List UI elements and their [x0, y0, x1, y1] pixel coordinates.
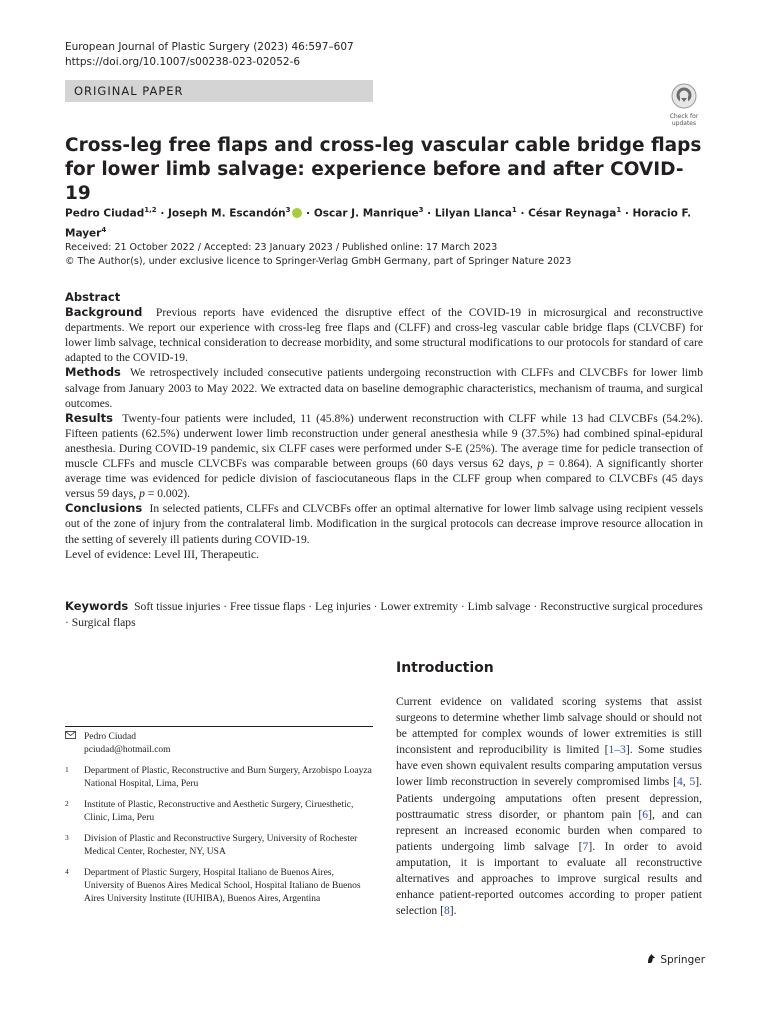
keywords-label: Keywords: [65, 599, 129, 613]
author-name[interactable]: Horacio F. Mayer: [65, 207, 692, 239]
abstract-heading: Abstract: [65, 290, 121, 304]
author-affiliation: 4: [101, 225, 107, 234]
copyright-line: © The Author(s), under exclusive licence to Springer-Verlag GmbH Germany, part of Springer Nature 2023: [65, 256, 572, 267]
author-name[interactable]: César Reynaga: [528, 207, 617, 220]
affiliation-text: Department of Plastic Surgery, Hospital Italiano de Buenos Aires, University of Buenos Aires Medical School, Hospital Italiano de Buenos Aires University Institute (IUHIBA), Buenos Aires, Argentina: [84, 868, 361, 904]
article-title: Cross-leg free flaps and cross-leg vascular cable bridge flaps for lower limb salvage: experience before and after COVID-19: [65, 135, 702, 204]
orcid-icon[interactable]: [292, 208, 302, 218]
corresponding-email[interactable]: pciudad@hotmail.com: [84, 745, 171, 755]
publisher-name: Springer: [660, 954, 706, 966]
level-of-evidence: Level of evidence: Level III, Therapeutic.: [65, 547, 259, 561]
reference-link[interactable]: 6: [642, 807, 649, 821]
results-label: Results: [65, 410, 113, 425]
reference-link[interactable]: 8: [443, 904, 450, 918]
section-label: ORIGINAL PAPER: [65, 80, 373, 102]
reference-link[interactable]: 4: [676, 775, 683, 789]
conclusions-label: Conclusions: [65, 501, 143, 516]
keywords-text: Soft tissue injuries · Free tissue flaps · Leg injuries · Lower extremity · Limb salvage · Reconstructive surgical procedures · Surgical flaps: [65, 600, 703, 629]
envelope-icon: [65, 731, 84, 757]
affiliation-number: 2: [65, 799, 69, 808]
affiliation-text: Institute of Plastic, Reconstructive and Aesthetic Surgery, Ciruesthetic, Clinic, Lima, Peru: [84, 800, 354, 823]
footnote-divider: [65, 726, 373, 727]
methods-label: Methods: [65, 365, 121, 380]
badge-line1: Check for: [669, 113, 699, 120]
author-name[interactable]: Joseph M. Escandón: [168, 207, 286, 220]
doi-link[interactable]: https://doi.org/10.1007/s00238-023-02052-6: [65, 56, 301, 68]
author-affiliation: 1: [511, 206, 517, 214]
conclusions-text: In selected patients, CLFFs and CLVCBFs offer an optimal alternative for lower limb salvage using recipient vessels out of the zone of injury from the contralateral limb. Modification in the surgical protocols can decrease improve resource allocation in the setting of severely ill patients during COVID-19.: [65, 502, 704, 546]
springer-horse-icon: [646, 953, 657, 964]
intro-span: ], and can represent an increased economic burden when compared to patients undergoing limb salvage [: [396, 807, 702, 853]
publisher-mark: [646, 953, 705, 966]
affiliation-number: 3: [65, 833, 69, 842]
p-value-symbol: p: [537, 457, 544, 471]
journal-header: [65, 40, 354, 70]
background-text: Previous reports have evidenced the disruptive effect of the COVID-19 in microsurgical and reconstructive departments. We report our experience with cross-leg free flaps and (CLFF) and cross-leg vascular cable bridge flaps (CLVCBF) for lower limb salvage, technical consideration to decrease morbidity, and some structural modifications to our protocols for standard of care adapted to the COVID-19.: [65, 306, 704, 365]
background-label: Background: [65, 305, 143, 320]
affiliation-item: [65, 799, 373, 825]
correspondence: [65, 731, 373, 757]
reference-link[interactable]: 7: [582, 839, 589, 853]
affiliation-text: Department of Plastic, Reconstructive and Burn Surgery, Arzobispo Loayza National Hospital, Lima, Peru: [84, 766, 372, 789]
received-accepted-published: Received: 21 October 2022 / Accepted: 23 January 2023 / Published online: 17 March 2023: [65, 242, 498, 253]
affiliation-item: [65, 867, 373, 906]
abstract-background: [65, 305, 703, 365]
intro-span: ]. In order to avoid amputation, it is important to evaluate all reconstructive alternatives and approaches to improve surgical results and enhance patient-reported outcomes according to proper patient selection [: [396, 839, 702, 918]
reference-link[interactable]: 1–3: [608, 743, 626, 757]
results-text: = 0.864). A significantly shorter average time was evidenced for pedicle division of fasciocutaneous flaps in the CLFF group when compared to CLVCBFs (45 days versus 59 days,: [65, 457, 703, 501]
affiliation-number: 4: [65, 867, 69, 876]
author-affiliation: 1,2: [144, 206, 157, 214]
abstract-conclusions: [65, 501, 703, 546]
author-name[interactable]: Pedro Ciudad: [65, 207, 145, 220]
affiliation-number: 1: [65, 765, 69, 774]
methods-text: We retrospectively included consecutive patients undergoing reconstruction with CLFFs and CLVCBFs for lower limb salvage from January 2003 to May 2022. We extracted data on baseline demographic characteristics, mechanism of trauma, and surgical outcomes.: [65, 366, 703, 410]
check-for-updates-badge[interactable]: [664, 83, 704, 127]
p-value-symbol: p: [139, 487, 145, 501]
author-name[interactable]: Lilyan Llanca: [434, 207, 512, 220]
author-affiliation: 3: [285, 206, 291, 214]
abstract-results: [65, 411, 703, 502]
corresponding-author: Pedro Ciudad: [84, 732, 136, 742]
results-text: = 0.002).: [144, 487, 191, 501]
intro-span: ,: [682, 775, 690, 789]
abstract-methods: [65, 365, 703, 410]
author-affiliation: 1: [616, 206, 622, 214]
journal-citation: European Journal of Plastic Surgery (2023) 46:597–607: [65, 41, 354, 53]
author-name[interactable]: Oscar J. Manrique: [313, 207, 419, 220]
footnotes: [65, 731, 373, 914]
badge-line2: updates: [671, 120, 697, 127]
affiliation-item: [65, 833, 373, 859]
abstract: [65, 290, 703, 562]
introduction-heading: Introduction: [396, 660, 494, 676]
affiliation-item: [65, 765, 373, 791]
check-updates-icon: [671, 83, 697, 109]
author-list: Pedro Ciudad$^{1,2}$ · Joseph M. Escandón$^3$ · Oscar J. Manrique$^3$ · Lilyan Llanca$^1$ · César Reynaga$^1$ · Horacio F. Mayer$^4$: [65, 206, 692, 239]
reference-link[interactable]: 5: [689, 775, 696, 789]
intro-span: ]. Patients undergoing amputations often present depression, posttraumatic stress disorder, or phantom pain [: [396, 775, 702, 821]
intro-span: Current evidence on validated scoring systems that assist surgeons to determine whether limb salvage should or should not be attempted for complex wounds of lower extremities is still inconsistent and reproducibility is limited [: [396, 695, 702, 757]
introduction-text: [396, 694, 702, 919]
intro-span: ].: [449, 904, 457, 918]
keywords: [65, 598, 705, 631]
intro-span: ]. Some studies have even shown equivalent results comparing amputation versus lower limb reconstruction in severely compromised limbs [: [396, 743, 702, 789]
author-affiliation: 3: [418, 206, 424, 214]
publication-dates: [65, 241, 571, 269]
results-text: Twenty-four patients were included, 11 (45.8%) underwent reconstruction with CLFF while 13 had CLVCBFs (54.2%). Fifteen patients (62.5%) underwent lower limb reconstruction under general anesthesia while 9 (37.5%) had combined spinal-epidural anesthesia. During COVID-19 pandemic, six CLFF cases were performed under S-E (25%). The average time for pedicle transection of muscle CLFFs and muscle CLVCBFs was comparable between groups (60 days versus 62 days,: [65, 411, 703, 471]
affiliation-text: Division of Plastic and Reconstructive Surgery, University of Rochester Medical Center, Rochester, NY, USA: [84, 834, 358, 857]
